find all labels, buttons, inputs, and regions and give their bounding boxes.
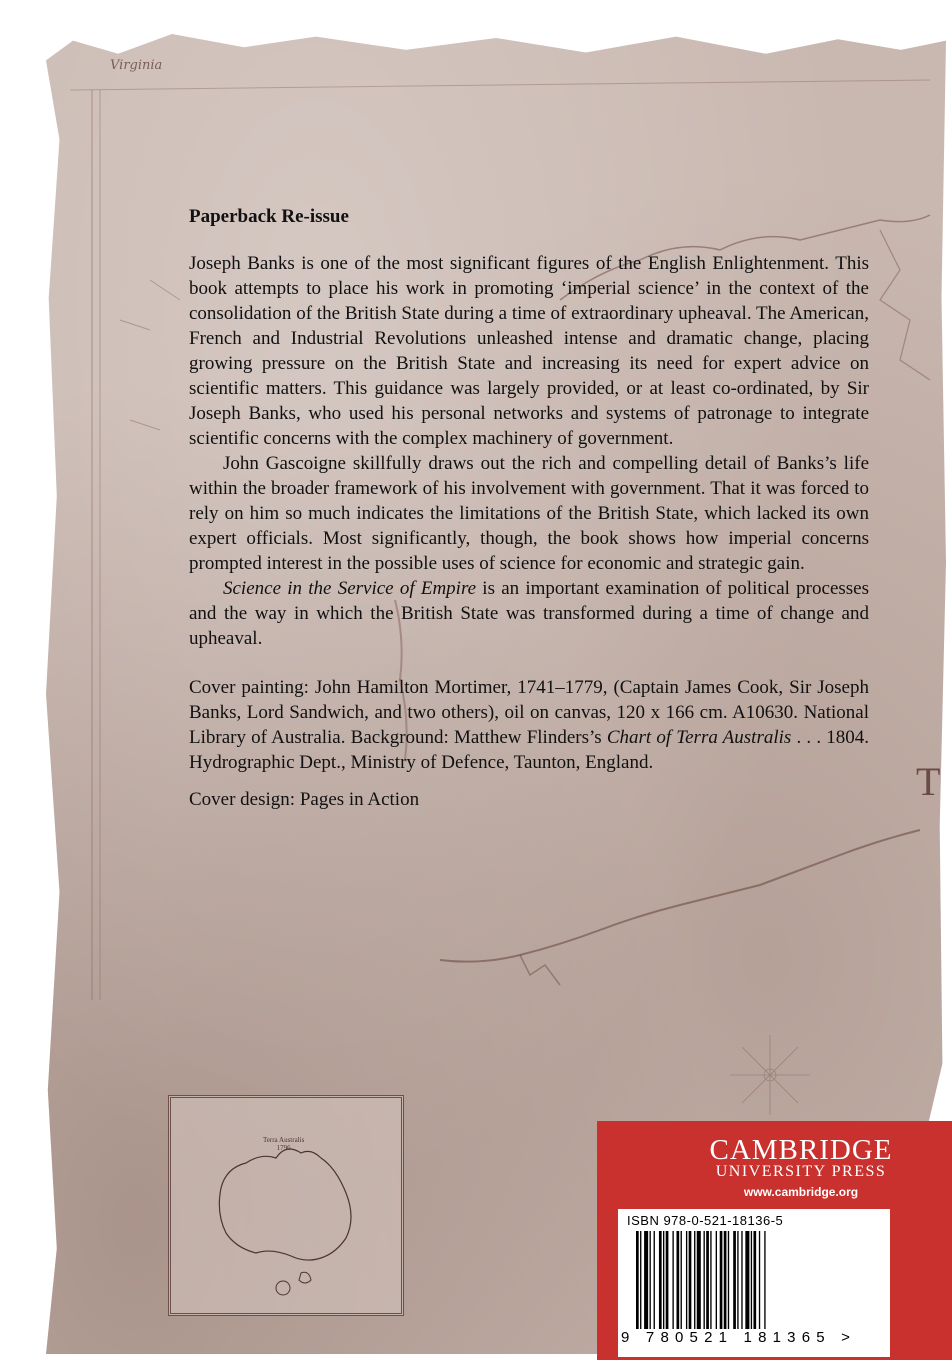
publisher-box [597,1121,952,1360]
back-cover-text [189,204,869,812]
credits-chart-title: Chart of Terra Australis [606,727,792,748]
publisher-subtitle: UNIVERSITY PRESS [715,1163,887,1180]
barcode [636,1231,872,1329]
paragraph-3-rest: is an important examination of political processes and the way in which the British State was transformed during a time of change and upheaval. [189,578,869,649]
heading: Paperback Re-issue [189,206,349,227]
paragraph-3 [189,576,869,651]
inset-map-title [263,1136,304,1152]
publisher-name: CAMBRIDGE [709,1134,893,1166]
isbn-text: ISBN 978-0-521-18136-5 [627,1213,784,1228]
inset-australia-outline [171,1098,401,1313]
paragraph-1: Joseph Banks is one of the most significant figures of the English Enlightenment. This book attempts to place his work in promoting ‘imperial science’ in the context of the consolidation of the British State during a time of extraordinary upheaval. The American, French and Industrial Revolutions unleashed intense and dramatic change, placing growing pressure on the British State and increasing its need for expert advice on scientific matters. This guidance was largely provided, or at least co-ordinated, by Sir Joseph Banks, who used his personal networks and systems of patronage to integrate scientific concerns with the complex machinery of government. [189,253,869,449]
cover-credits [189,675,869,775]
inset-year-text: 1796 [276,1144,291,1152]
inset-map [168,1095,404,1316]
map-edge-letter: T [916,759,941,804]
barcode-panel [618,1209,890,1357]
book-title: Science in the Service of Empire [223,578,477,599]
credits-part2: . . . 1804. Hydrographic Dept., Ministry of Defence, Taunton, England. [189,727,870,773]
design-credit: Cover design: Pages in Action [189,789,420,810]
publisher-url: www.cambridge.org [743,1185,859,1199]
map-corner-label: Virginia [110,58,163,73]
paragraph-2: John Gascoigne skillfully draws out the rich and compelling detail of Banks’s life within the broader framework of his involvement with government. That it was forced to rely on him so much indicates the limitations of the British State, which lacked its own expert officials. Most significantly, though, the book shows how imperial concerns prompted interest in the possible uses of science for economic and strategic gain. [189,453,869,574]
inset-title-text: Terra Australis [263,1136,305,1144]
barcode-digits: 9 780521 181365 > [621,1329,857,1346]
credits-part1: Cover painting: John Hamilton Mortimer, 1741–1779, (Captain James Cook, Sir Joseph Banks, Lord Sandwich, and two others), oil on canvas, 120 x 166 cm. A10630. National Library of Australia. Background: Matthew Flinders’s [189,677,869,748]
